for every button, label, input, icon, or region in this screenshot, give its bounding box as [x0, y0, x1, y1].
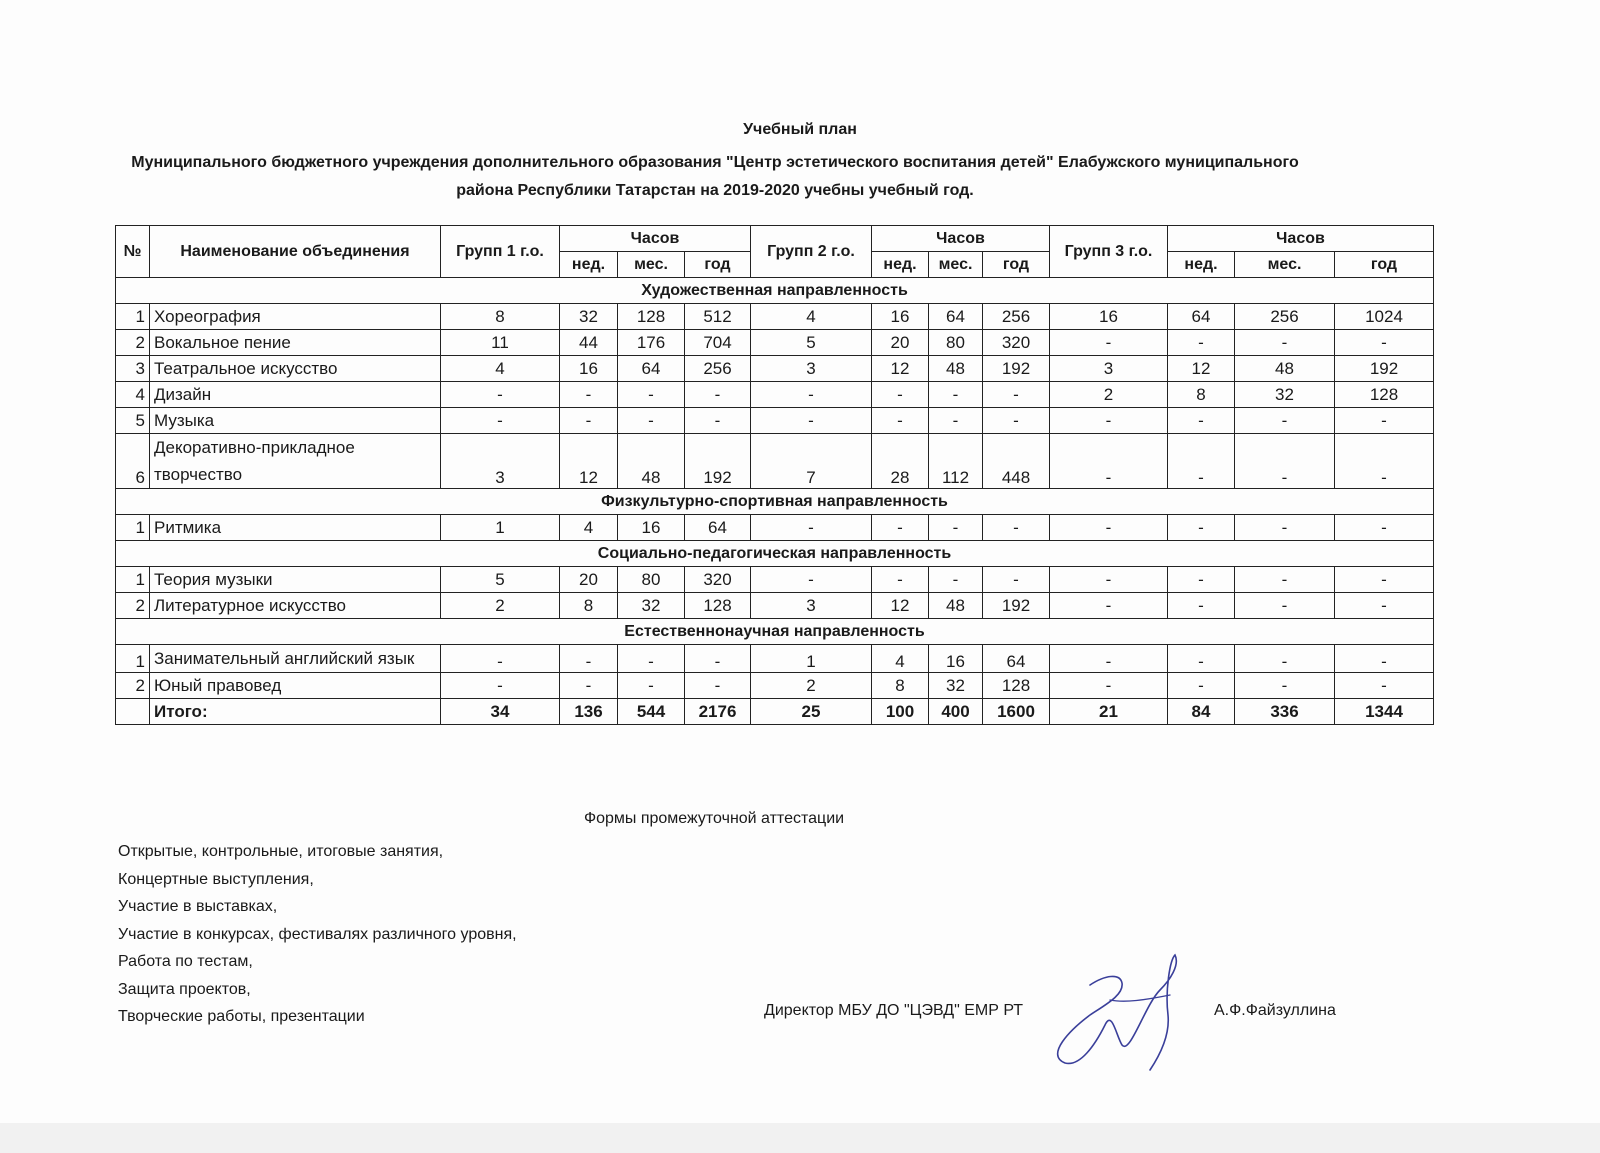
section-row	[116, 619, 1434, 645]
table-row	[116, 515, 1434, 541]
row-value: 3	[751, 356, 872, 382]
row-value: -	[685, 382, 751, 408]
row-value: -	[1168, 673, 1235, 699]
row-value: -	[1335, 515, 1434, 541]
row-name: Юный правовед	[150, 673, 441, 699]
row-value: 7	[751, 434, 872, 489]
section-title: Физкультурно-спортивная направленность	[116, 489, 1434, 515]
row-value: 80	[929, 330, 983, 356]
row-value: 28	[872, 434, 929, 489]
row-value: -	[872, 515, 929, 541]
row-value: 256	[983, 304, 1050, 330]
row-value: -	[983, 515, 1050, 541]
row-value: 12	[872, 356, 929, 382]
header-week: нед.	[1168, 252, 1235, 278]
row-value: -	[1050, 330, 1168, 356]
row-value: 2	[1050, 382, 1168, 408]
row-value: 128	[685, 593, 751, 619]
row-value: -	[618, 382, 685, 408]
row-name: Театральное искусство	[150, 356, 441, 382]
row-value: -	[872, 382, 929, 408]
row-value: -	[1050, 673, 1168, 699]
row-value: -	[1235, 593, 1335, 619]
row-value: -	[1235, 434, 1335, 489]
row-value: 20	[872, 330, 929, 356]
row-value: 256	[1235, 304, 1335, 330]
row-value: -	[1050, 567, 1168, 593]
row-name: Теория музыки	[150, 567, 441, 593]
row-value: -	[983, 382, 1050, 408]
row-name: Ритмика	[150, 515, 441, 541]
row-value: -	[1168, 567, 1235, 593]
row-value: 5	[751, 330, 872, 356]
row-value: 112	[929, 434, 983, 489]
row-value: -	[1335, 645, 1434, 673]
row-value: 3	[441, 434, 560, 489]
table-row	[116, 382, 1434, 408]
row-number: 3	[116, 356, 150, 382]
row-number: 2	[116, 330, 150, 356]
row-value: 128	[983, 673, 1050, 699]
row-value: -	[1235, 567, 1335, 593]
row-value: 192	[1335, 356, 1434, 382]
header-year: год	[983, 252, 1050, 278]
row-value: -	[1235, 515, 1335, 541]
row-value: -	[983, 408, 1050, 434]
row-value: 32	[618, 593, 685, 619]
row-value: 48	[618, 434, 685, 489]
row-value: 192	[685, 434, 751, 489]
forms-item: Творческие работы, презентации	[118, 1008, 365, 1025]
row-value: -	[1335, 434, 1434, 489]
row-name: Занимательный английский язык	[150, 645, 441, 673]
total-value: 336	[1235, 699, 1335, 725]
row-value: 16	[618, 515, 685, 541]
row-value: 16	[872, 304, 929, 330]
row-value: -	[618, 408, 685, 434]
table-row	[116, 673, 1434, 699]
row-value: 32	[929, 673, 983, 699]
section-title: Художественная направленность	[116, 278, 1434, 304]
total-value: 136	[560, 699, 618, 725]
row-value: -	[441, 382, 560, 408]
director-name: А.Ф.Файзуллина	[1214, 1002, 1336, 1019]
row-value: -	[560, 673, 618, 699]
row-value: -	[441, 408, 560, 434]
row-number: 2	[116, 673, 150, 699]
row-value: 128	[618, 304, 685, 330]
row-value: 12	[872, 593, 929, 619]
total-value: 400	[929, 699, 983, 725]
row-value: 2	[441, 593, 560, 619]
total-value: 34	[441, 699, 560, 725]
table-row	[116, 330, 1434, 356]
header-groups-1: Групп 1 г.о.	[441, 226, 560, 278]
table-row	[116, 356, 1434, 382]
total-value: 21	[1050, 699, 1168, 725]
row-value: 64	[983, 645, 1050, 673]
row-value: -	[1168, 434, 1235, 489]
row-value: 48	[1235, 356, 1335, 382]
row-value: 32	[1235, 382, 1335, 408]
table-row	[116, 304, 1434, 330]
row-value: -	[1168, 330, 1235, 356]
forms-item: Участие в конкурсах, фестивалях различного уровня,	[118, 925, 517, 943]
row-value: -	[929, 515, 983, 541]
row-value: -	[1335, 408, 1434, 434]
row-value: 48	[929, 356, 983, 382]
header-hours-1: Часов	[560, 226, 751, 252]
row-name: Вокальное пение	[150, 330, 441, 356]
row-number: 4	[116, 382, 150, 408]
forms-item: Участие в выставках,	[118, 898, 278, 915]
total-value: 1600	[983, 699, 1050, 725]
row-value: 12	[1168, 356, 1235, 382]
row-value: 16	[560, 356, 618, 382]
row-value: -	[929, 382, 983, 408]
section-row	[116, 278, 1434, 304]
row-value: 3	[751, 593, 872, 619]
page-title: Учебный план	[743, 121, 857, 138]
row-value: -	[560, 382, 618, 408]
row-value: 8	[560, 593, 618, 619]
total-value: 2176	[685, 699, 751, 725]
row-value: -	[1168, 408, 1235, 434]
total-label: Итого:	[150, 699, 441, 725]
row-number: 1	[116, 304, 150, 330]
total-value: 100	[872, 699, 929, 725]
row-value: 512	[685, 304, 751, 330]
row-value: -	[1235, 645, 1335, 673]
row-value: -	[929, 408, 983, 434]
row-value: -	[872, 567, 929, 593]
forms-list	[118, 838, 517, 1031]
row-name: Хореография	[150, 304, 441, 330]
row-value: 4	[560, 515, 618, 541]
forms-title: Формы промежуточной аттестации	[583, 810, 845, 827]
row-number: 1	[116, 645, 150, 673]
row-value: 192	[983, 356, 1050, 382]
forms-item: Концертные выступления,	[118, 870, 314, 888]
row-value: 16	[1050, 304, 1168, 330]
row-value: 8	[441, 304, 560, 330]
row-value: 5	[441, 567, 560, 593]
row-value: 44	[560, 330, 618, 356]
row-value: -	[1235, 673, 1335, 699]
header-year: год	[685, 252, 751, 278]
row-value: -	[751, 382, 872, 408]
row-name: Музыка	[150, 408, 441, 434]
row-value: 32	[560, 304, 618, 330]
header-week: нед.	[872, 252, 929, 278]
forms-item: Защита проектов,	[118, 980, 251, 998]
header-year: год	[1335, 252, 1434, 278]
row-value: -	[1235, 408, 1335, 434]
row-number: 1	[116, 515, 150, 541]
director-title: Директор МБУ ДО "ЦЭВД" ЕМР РТ	[764, 1002, 1024, 1019]
row-value: -	[685, 645, 751, 673]
signature-mark	[1050, 945, 1200, 1075]
total-row	[116, 699, 1434, 725]
header-week: нед.	[560, 252, 618, 278]
row-value: -	[872, 408, 929, 434]
row-value: 448	[983, 434, 1050, 489]
table-body	[116, 278, 1434, 725]
row-value: -	[1335, 673, 1434, 699]
row-value: -	[560, 408, 618, 434]
row-number: 5	[116, 408, 150, 434]
header-hours-3: Часов	[1168, 226, 1434, 252]
row-value: 64	[929, 304, 983, 330]
header-hours-2: Часов	[872, 226, 1050, 252]
row-value: 256	[685, 356, 751, 382]
row-value: -	[1168, 593, 1235, 619]
row-value: 4	[751, 304, 872, 330]
row-value: 8	[872, 673, 929, 699]
row-value: -	[1050, 593, 1168, 619]
row-number: 2	[116, 593, 150, 619]
row-value: 704	[685, 330, 751, 356]
row-value: -	[618, 645, 685, 673]
total-empty-cell	[116, 699, 150, 725]
row-value: 3	[1050, 356, 1168, 382]
row-value: -	[1050, 645, 1168, 673]
total-value: 1344	[1335, 699, 1434, 725]
section-title: Социально-педагогическая направленность	[116, 541, 1434, 567]
row-value: -	[441, 673, 560, 699]
row-value: 176	[618, 330, 685, 356]
row-value: 320	[685, 567, 751, 593]
row-value: -	[618, 673, 685, 699]
row-value: 2	[751, 673, 872, 699]
row-value: -	[685, 673, 751, 699]
row-value: 4	[441, 356, 560, 382]
row-value: 64	[685, 515, 751, 541]
total-value: 84	[1168, 699, 1235, 725]
row-value: -	[560, 645, 618, 673]
row-name: Литературное искусство	[150, 593, 441, 619]
row-value: -	[751, 515, 872, 541]
row-value: -	[751, 567, 872, 593]
header-month: мес.	[1235, 252, 1335, 278]
row-value: -	[1335, 330, 1434, 356]
row-value: -	[1335, 567, 1434, 593]
table-row	[116, 567, 1434, 593]
page-subtitle: Муниципального бюджетного учреждения дополнительного образования "Центр эстетического воспитания детей" Елабужского муниципального района Республики Татарстан на 2019-2020 учебны учебный год.	[131, 154, 1299, 199]
row-value: -	[685, 408, 751, 434]
row-number: 1	[116, 567, 150, 593]
row-value: 1024	[1335, 304, 1434, 330]
header-groups-3: Групп 3 г.о.	[1050, 226, 1168, 278]
row-value: -	[1168, 645, 1235, 673]
row-value: 16	[929, 645, 983, 673]
row-value: 128	[1335, 382, 1434, 408]
section-title: Естественнонаучная направленность	[116, 619, 1434, 645]
header-month: мес.	[618, 252, 685, 278]
row-value: -	[929, 567, 983, 593]
row-value: -	[1050, 408, 1168, 434]
row-value: -	[1050, 515, 1168, 541]
scan-edge	[0, 1123, 1600, 1153]
total-value: 544	[618, 699, 685, 725]
row-value: -	[1335, 593, 1434, 619]
row-number: 6	[116, 434, 150, 489]
row-value: 20	[560, 567, 618, 593]
row-value: -	[1050, 434, 1168, 489]
row-value: 320	[983, 330, 1050, 356]
row-value: 1	[751, 645, 872, 673]
row-value: 1	[441, 515, 560, 541]
row-value: 11	[441, 330, 560, 356]
row-value: 64	[1168, 304, 1235, 330]
forms-item: Открытые, контрольные, итоговые занятия,	[118, 843, 444, 860]
row-value: 12	[560, 434, 618, 489]
row-value: -	[1235, 330, 1335, 356]
header-num: №	[116, 226, 150, 278]
row-value: -	[983, 567, 1050, 593]
row-value: 64	[618, 356, 685, 382]
section-row	[116, 541, 1434, 567]
row-name: Декоративно-прикладное творчество	[150, 434, 441, 489]
table-row	[116, 408, 1434, 434]
row-value: 4	[872, 645, 929, 673]
row-value: -	[441, 645, 560, 673]
row-value: 48	[929, 593, 983, 619]
row-value: 8	[1168, 382, 1235, 408]
header-name: Наименование объединения	[150, 226, 441, 278]
table-row	[116, 645, 1434, 673]
table-row	[116, 593, 1434, 619]
row-value: -	[751, 408, 872, 434]
row-value: 80	[618, 567, 685, 593]
row-value: -	[1168, 515, 1235, 541]
curriculum-table	[115, 225, 1434, 725]
header-month: мес.	[929, 252, 983, 278]
row-value: 192	[983, 593, 1050, 619]
header-groups-2: Групп 2 г.о.	[751, 226, 872, 278]
row-name: Дизайн	[150, 382, 441, 408]
table-row	[116, 434, 1434, 489]
section-row	[116, 489, 1434, 515]
forms-item: Работа по тестам,	[118, 953, 253, 970]
total-value: 25	[751, 699, 872, 725]
